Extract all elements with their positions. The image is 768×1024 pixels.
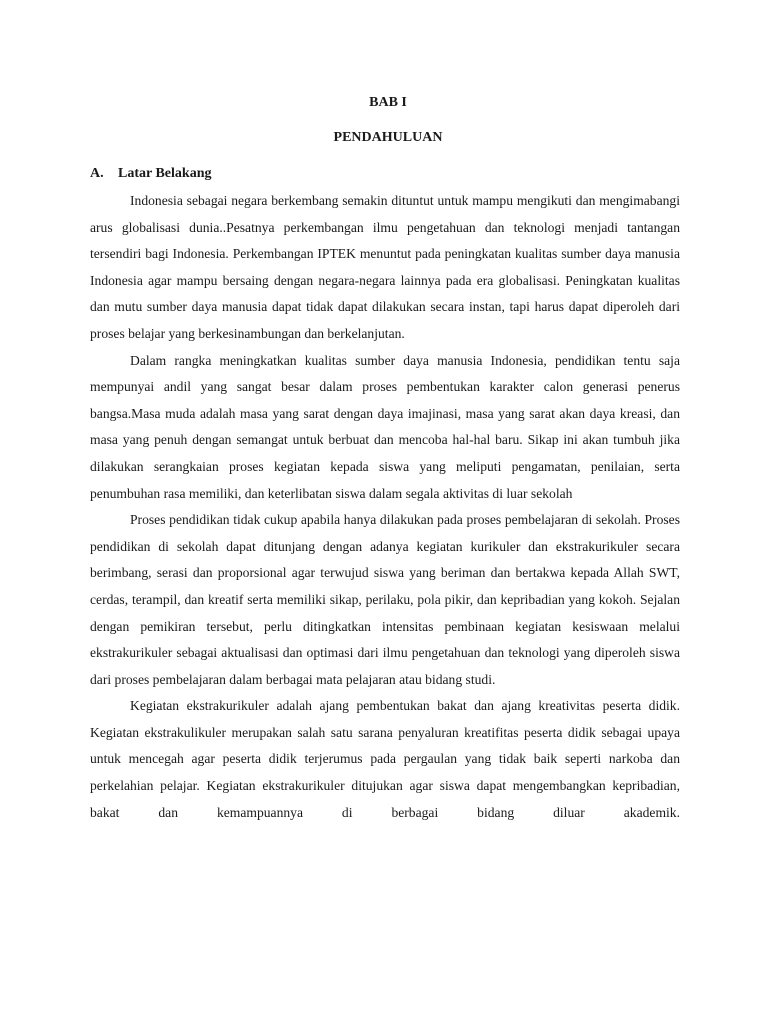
paragraph: Proses pendidikan tidak cukup apabila hanya dilakukan pada proses pembelajaran di sekolah. Proses pendidikan di sekolah dapat ditunjang dengan adanya kegiatan kurikuler dan ekstrakurikuler secara berimbang, serasi dan proporsional agar terwujud siswa yang beriman dan bertakwa kepada Allah SWT, cerdas, terampil, dan kreatif serta memiliki sikap, perilaku, pola pikir, dan kepribadian yang kokoh. Sejalan dengan pemikiran tersebut, perlu ditingkatkan intensitas pembinaan kegiatan kesiswaan melalui ekstrakurikuler sebagai aktualisasi dan optimasi dari ilmu pengetahuan dan teknologi yang diperoleh siswa dari proses pembelajaran dalam berbagai mata pelajaran atau bidang studi. bbox=[90, 512, 680, 687]
section-heading bbox=[90, 164, 211, 184]
chapter-number: BAB I bbox=[369, 95, 407, 110]
paragraph: Indonesia sebagai negara berkembang semakin dituntut untuk mampu mengikuti dan mengimabangi arus globalisasi dunia..Pesatnya perkembangan ilmu pengetahuan dan teknologi menjadi tantangan tersendiri bagi Indonesia. Perkembangan IPTEK menuntut pada peningkatan kualitas sumber daya manusia Indonesia agar mampu bersaing dengan negara-negara lainnya pada era globalisasi. Peningkatan kualitas dan mutu sumber daya manusia dapat tidak dapat dilakukan secara instan, tapi harus dapat diperoleh dari proses belajar yang berkesinambungan dan berkelanjutan. bbox=[90, 193, 680, 341]
section-title: Latar Belakang bbox=[118, 166, 212, 181]
body-text bbox=[90, 188, 680, 826]
paragraph: Kegiatan ekstrakurikuler adalah ajang pembentukan bakat dan ajang kreativitas peserta didik. Kegiatan ekstrakulikuler merupakan salah satu sarana penyaluran kreatifitas peserta didik sebagai upaya untuk mencegah agar peserta didik terjerumus pada pergaulan yang tidak baik seperti narkoba dan perkelahian pelajar. Kegiatan ekstrakurikuler ditujukan agar siswa dapat mengembangkan kepribadian, bakat dan kemampuannya di berbagai bidang diluar akademik. bbox=[90, 698, 680, 820]
section-number: A. bbox=[90, 166, 104, 181]
paragraph: Dalam rangka meningkatkan kualitas sumber daya manusia Indonesia, pendidikan tentu saja mempunyai andil yang sangat besar dalam proses pembentukan karakter calon generasi penerus bangsa.Masa muda adalah masa yang sarat dengan daya imajinasi, masa yang sarat akan daya kreasi, dan masa yang penuh dengan semangat untuk berbuat dan mencoba hal-hal baru. Sikap ini akan tumbuh jika dilakukan serangkaian proses kegiatan kepada siswa yang meliputi pengamatan, penilaian, serta penumbuhan rasa memiliki, dan keterlibatan siswa dalam segala aktivitas di luar sekolah bbox=[90, 352, 680, 501]
chapter-title: PENDAHULUAN bbox=[333, 130, 443, 145]
